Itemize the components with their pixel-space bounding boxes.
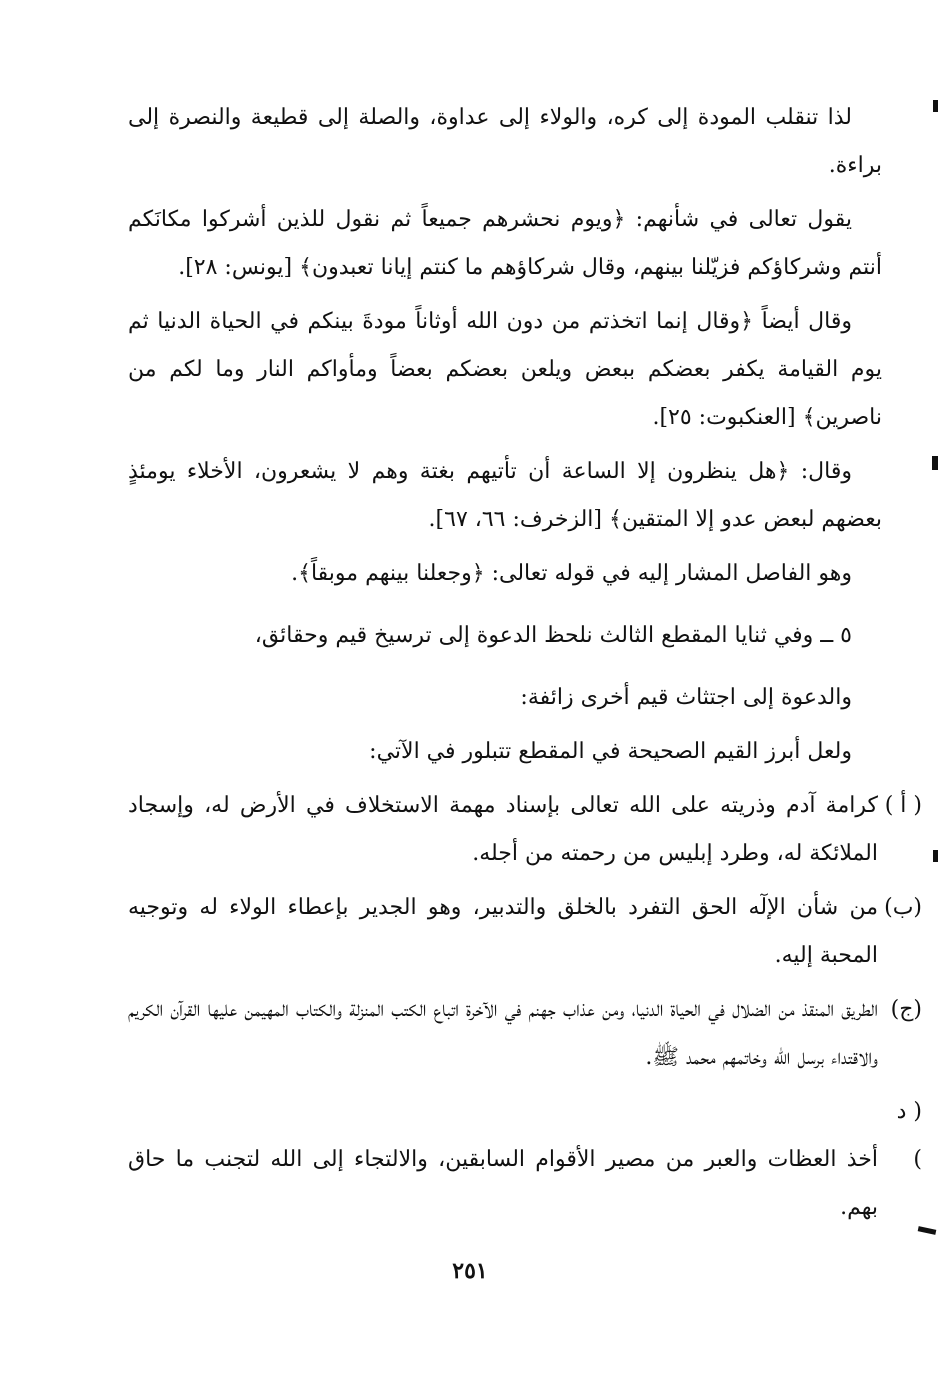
list-marker: ( أ )	[884, 793, 922, 818]
paragraph-quote-ankabut: وقال أيضاً ﴿وقال إنما اتخذتم من دون الله أوثاناً مودةَ بينكم في الحياة الدنيا ثم يوم القيامة يكفر بعضكم ببعض ويلعن بعضكم بعضاً ومأواكم النار وما لكم من ناصرين﴾ [العنكبوت: ٢٥].	[128, 309, 882, 430]
list-marker: (ج)	[890, 997, 922, 1022]
list-item-text: من شأن الإلٓه الحق التفرد بالخلق والتدبير، وهو الجدير بإعطاء الولاء له وتوجيه المحبة إليه.	[128, 895, 878, 968]
list-item	[128, 986, 922, 1082]
paragraph-section-five: ٥ ــ وفي ثنايا المقطع الثالث نلحظ الدعوة إلى ترسيخ قيم وحقائق،	[254, 623, 852, 648]
list-item-text: كرامة آدم وذريته على الله تعالى بإسناد مهمة الاستخلاف في الأرض له، وإسجاد الملائكة له، وطرد إبليس من رحمته من أجله.	[128, 793, 878, 866]
scan-edge-mark	[932, 456, 938, 470]
page-body	[128, 94, 922, 1232]
paragraph-separator-verse: وهو الفاصل المشار إليه في قوله تعالى: ﴿وجعلنا بينهم موبقاً﴾.	[291, 561, 852, 586]
paragraph-quote-zukhruf: وقال: ﴿هل ينظرون إلا الساعة أن تأتيهم بغتة وهم لا يشعرون، الأخلاء يومئذٍ بعضهم لبعض عدو إلا المتقين﴾ [الزخرف: ٦٦، ٦٧].	[128, 459, 882, 532]
list-item	[128, 1088, 922, 1232]
paragraph-quote-yunus: يقول تعالى في شأنهم: ﴿ويوم نحشرهم جميعاً ثم نقول للذين أشركوا مكانَكم أنتم وشركاؤكم فزيّلنا بينهم، وقال شركاؤهم ما كنتم إيانا تعبدون﴾ [يونس: ٢٨].	[128, 207, 882, 280]
list-item-text: أخذ العظات والعبر من مصير الأقوام السابقين، والالتجاء إلى الله لتجنب ما حاق بهم.	[128, 1147, 878, 1220]
list-marker: ( د )	[896, 1099, 922, 1172]
paragraph-true-values-intro: ولعل أبرز القيم الصحيحة في المقطع تتبلور في الآتي:	[369, 739, 852, 764]
paragraph-enmity: لذا تنقلب المودة إلى كره، والولاء إلى عداوة، والصلة إلى قطيعة والنصرة إلى براءة.	[128, 105, 882, 178]
list-item	[128, 782, 922, 878]
list-item	[128, 884, 922, 980]
page-number: ٢٥١	[452, 1258, 488, 1284]
paragraph-false-values: والدعوة إلى اجتثاث قيم أخرى زائفة:	[520, 685, 852, 710]
list-marker: (ب)	[884, 895, 922, 920]
scan-edge-mark	[933, 100, 938, 112]
list-item-text: الطريق المنقذ من الضلال في الحياة الدنيا، ومن عذاب جهنم في الآخرة اتباع الكتب المنزلة والكتاب المهيمن عليها القرآن الكريم والاقتداء برسل الله وخاتمهم محمد ﷺ.	[128, 997, 878, 1070]
scan-edge-mark	[933, 850, 938, 862]
